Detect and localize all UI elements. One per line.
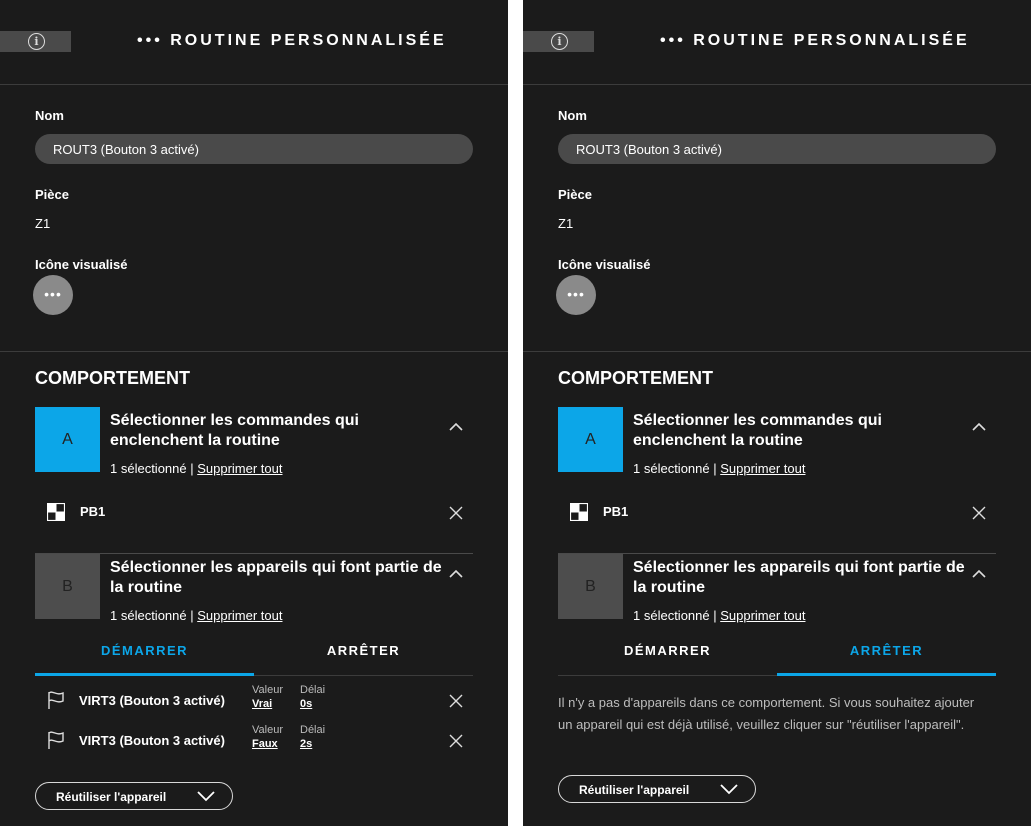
name-label: Nom	[35, 108, 64, 123]
chevron-down-icon	[196, 789, 216, 803]
step-a-title: Sélectionner les commandes qui enclenchent la routine	[633, 412, 882, 449]
value-label: Valeur	[252, 724, 283, 736]
reuse-device-dropdown[interactable]	[558, 775, 756, 803]
device-value	[252, 684, 283, 710]
reuse-device-label: Réutiliser l'appareil	[56, 790, 167, 804]
tab-stop[interactable]: ARRÊTER	[849, 643, 924, 658]
close-icon[interactable]	[449, 734, 463, 748]
behavior-title: COMPORTEMENT	[558, 368, 713, 388]
more-icon[interactable]: •••	[33, 275, 73, 315]
name-input[interactable]	[35, 134, 473, 164]
clear-all-link[interactable]: Supprimer tout	[720, 461, 806, 476]
grid-icon	[47, 503, 65, 521]
close-icon[interactable]	[449, 694, 463, 708]
step-b-count-text: 1 sélectionné |	[633, 608, 721, 623]
divider	[558, 553, 996, 554]
reuse-device-label: Réutiliser l'appareil	[579, 783, 690, 797]
trigger-label: PB1	[603, 504, 629, 519]
list-item	[558, 500, 996, 526]
info-button[interactable]	[0, 31, 71, 52]
close-icon[interactable]	[972, 506, 986, 520]
step-b-count	[633, 608, 805, 623]
device-delay	[300, 724, 325, 750]
room-label: Pièce	[35, 187, 69, 202]
room-value: Z1	[35, 216, 51, 231]
name-label: Nom	[558, 108, 587, 123]
chevron-down-icon	[719, 782, 739, 796]
step-b-title: Sélectionner les appareils qui font partie de la routine	[633, 559, 965, 596]
value-link[interactable]: Vrai	[252, 698, 273, 710]
icon-label: Icône visualisé	[558, 257, 651, 272]
flag-icon	[47, 690, 65, 710]
step-b-count-text: 1 sélectionné |	[110, 608, 198, 623]
step-b-title: Sélectionner les appareils qui font partie de la routine	[110, 559, 442, 596]
tab-active-indicator	[777, 673, 996, 676]
info-icon: i	[28, 33, 45, 50]
step-b-badge: B	[35, 554, 100, 619]
divider	[523, 351, 1031, 352]
step-b-count	[110, 608, 282, 623]
grid-icon	[570, 503, 588, 521]
info-icon: i	[551, 33, 568, 50]
value-link[interactable]: Faux	[252, 738, 278, 750]
step-a-badge: A	[558, 407, 623, 472]
flag-icon	[47, 730, 65, 750]
device-row	[35, 722, 473, 758]
icon-label: Icône visualisé	[35, 257, 128, 272]
divider	[35, 553, 473, 554]
empty-state-message: Il n'y a pas d'appareils dans ce comportement. Si vous souhaitez ajouter un appareil qui est déjà utilisé, veuillez cliquer sur "réutiliser l'appareil".	[558, 695, 975, 732]
chevron-up-icon[interactable]	[971, 419, 987, 435]
chevron-up-icon[interactable]	[448, 419, 464, 435]
list-item	[35, 500, 473, 526]
clear-all-link[interactable]: Supprimer tout	[720, 608, 806, 623]
clear-all-link[interactable]: Supprimer tout	[197, 461, 283, 476]
name-input[interactable]	[558, 134, 996, 164]
tab-stop[interactable]: ARRÊTER	[326, 643, 401, 658]
step-a-title: Sélectionner les commandes qui enclenchent la routine	[110, 412, 359, 449]
page-title: ••• ROUTINE PERSONNALISÉE	[660, 32, 970, 49]
delay-label: Délai	[300, 684, 326, 696]
divider	[523, 84, 1031, 85]
routine-panel-start	[0, 0, 508, 826]
step-a-count-text: 1 sélectionné |	[633, 461, 721, 476]
chevron-up-icon[interactable]	[448, 566, 464, 582]
routine-panel-stop	[523, 0, 1031, 826]
step-a-count-text: 1 sélectionné |	[110, 461, 198, 476]
step-a-badge: A	[35, 407, 100, 472]
close-icon[interactable]	[449, 506, 463, 520]
divider	[0, 351, 508, 352]
device-delay	[300, 684, 325, 710]
device-label: VIRT3 (Bouton 3 activé)	[79, 733, 225, 748]
page-title: ••• ROUTINE PERSONNALISÉE	[137, 32, 447, 49]
behavior-title: COMPORTEMENT	[35, 368, 190, 388]
device-row	[35, 682, 473, 718]
step-a-count	[110, 461, 282, 476]
tab-active-indicator	[35, 673, 254, 676]
more-icon[interactable]: •••	[556, 275, 596, 315]
chevron-up-icon[interactable]	[971, 566, 987, 582]
delay-link[interactable]: 2s	[300, 738, 313, 750]
reuse-device-dropdown[interactable]	[35, 782, 233, 810]
divider	[0, 84, 508, 85]
step-a-count	[633, 461, 805, 476]
delay-label: Délai	[300, 724, 326, 736]
device-value	[252, 724, 283, 750]
step-b-badge: B	[558, 554, 623, 619]
tab-start[interactable]: DÉMARRER	[623, 643, 712, 658]
info-button[interactable]	[523, 31, 594, 52]
clear-all-link[interactable]: Supprimer tout	[197, 608, 283, 623]
device-label: VIRT3 (Bouton 3 activé)	[79, 693, 225, 708]
room-value: Z1	[558, 216, 574, 231]
delay-link[interactable]: 0s	[300, 698, 313, 710]
trigger-label: PB1	[80, 504, 106, 519]
tab-start[interactable]: DÉMARRER	[100, 643, 189, 658]
value-label: Valeur	[252, 684, 283, 696]
room-label: Pièce	[558, 187, 592, 202]
